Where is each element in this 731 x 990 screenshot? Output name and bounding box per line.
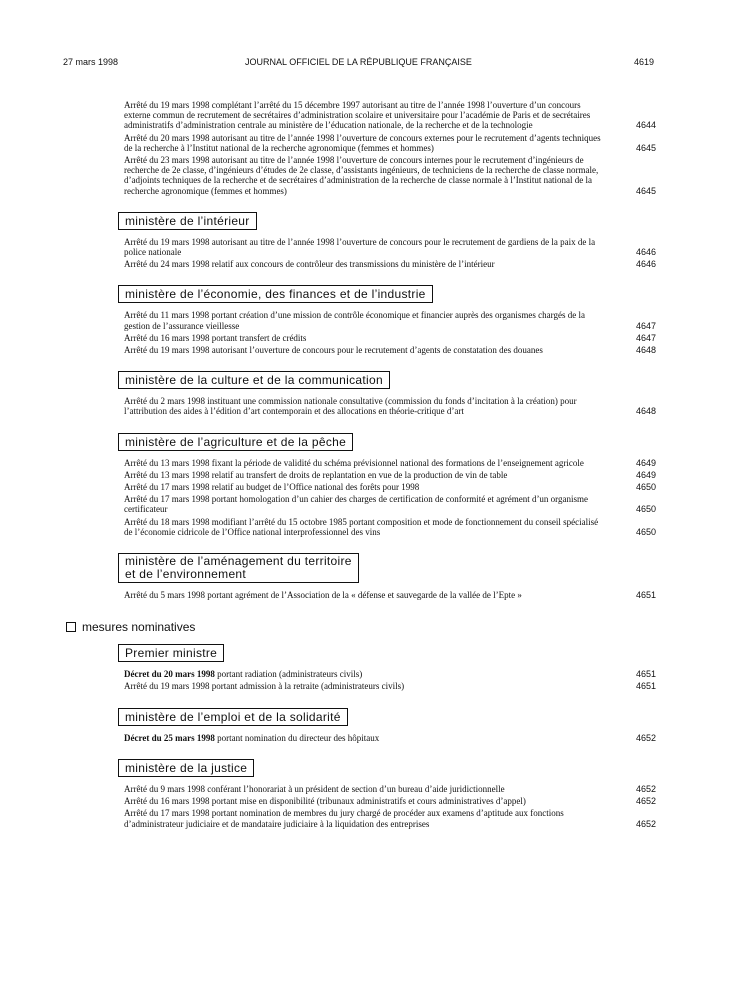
entry-text: Arrêté du 17 mars 1998 portant nomination de membres du jury chargé de procéder aux examens d’aptitude aux fonctions d’administrateur judiciaire et de mandataire judiciaire à la liquidation des entreprises bbox=[124, 808, 564, 829]
entry-page: 4650 bbox=[635, 482, 656, 493]
entry-text: Arrêté du 20 mars 1998 autorisant au titre de l’année 1998 l’ouverture de concours externes pour le recrutement d’agents techniques de la recherche à l’Institut national de la recherche agronomique (femmes et hommes) bbox=[124, 132, 601, 153]
entry-text: Arrêté du 16 mars 1998 portant transfert de crédits bbox=[124, 332, 307, 343]
entry-text: Arrêté du 18 mars 1998 modifiant l’arrêté du 15 octobre 1985 portant composition et mode de fonctionnement du conseil spécialisé de l’économie cidricole de l’Office national interprofessionnel des vins bbox=[124, 516, 599, 537]
toc-entry bbox=[66, 333, 656, 343]
table-of-contents bbox=[66, 100, 656, 831]
entry-page: 4652 bbox=[635, 818, 656, 829]
section-title-justice: ministère de la justice bbox=[118, 759, 254, 777]
toc-entry bbox=[66, 796, 656, 806]
entry-page: 4644 bbox=[635, 120, 656, 131]
entry-page: 4648 bbox=[635, 345, 656, 356]
square-bullet-icon bbox=[66, 622, 76, 632]
toc-entry bbox=[66, 669, 656, 679]
toc-entry bbox=[66, 590, 656, 600]
entry-page: 4645 bbox=[635, 185, 656, 196]
entry-text: Arrêté du 17 mars 1998 relatif au budget de l’Office national des forêts pour 1998 bbox=[124, 482, 420, 493]
toc-entry bbox=[66, 133, 656, 153]
entry-text: Arrêté du 13 mars 1998 fixant la période de validité du schéma prévisionnel national des formations de l’enseignement agricole bbox=[124, 457, 584, 468]
section-title-line: ministère de l’aménagement du territoire bbox=[125, 554, 352, 569]
entry-page: 4646 bbox=[635, 259, 656, 270]
entry-page: 4650 bbox=[635, 504, 656, 515]
entry-text: Arrêté du 2 mars 1998 instituant une commission nationale consultative (commission du fonds d’incitation à la création) pour l’attribution des aides à l’édition d’art contemporain et des allocations en théorie-critique d’art bbox=[124, 396, 577, 417]
page-header bbox=[63, 57, 654, 71]
entry-page: 4648 bbox=[635, 406, 656, 417]
entry-page: 4652 bbox=[635, 796, 656, 807]
entry-text: Arrêté du 11 mars 1998 portant création d’une mission de contrôle économique et financier auprès des organismes chargés de la gestion de l’assurance vieillesse bbox=[124, 310, 585, 331]
entry-rest: portant nomination du directeur des hôpitaux bbox=[214, 732, 380, 743]
toc-entry bbox=[66, 470, 656, 480]
toc-entry bbox=[66, 345, 656, 355]
entry-text: Arrêté du 19 mars 1998 autorisant au titre de l’année 1998 l’ouverture de concours pour le recrutement de gardiens de la paix de la police nationale bbox=[124, 236, 596, 258]
entry-text: Arrêté du 19 mars 1998 complétant l’arrêté du 15 décembre 1997 autorisant au titre de l’année 1998 l’ouverture d’un concours externe commun de recrutement de secrétaires d’administration scolaire et universitaire pour l’académie de Paris et de secrétaires administratifs d’administration centrale au ministère de l’éducation nationale, de la recherche et de la technologie bbox=[124, 100, 591, 131]
section-title-premier-ministre: Premier ministre bbox=[118, 644, 224, 662]
entry-text: Arrêté du 13 mars 1998 relatif au transfert de droits de replantation en vue de la production de vin de table bbox=[124, 469, 508, 480]
header-page-number: 4619 bbox=[633, 57, 654, 67]
entry-page: 4647 bbox=[635, 320, 656, 331]
toc-entry bbox=[66, 458, 656, 468]
entry-page: 4652 bbox=[635, 783, 656, 794]
toc-entry bbox=[66, 396, 656, 416]
toc-entry bbox=[66, 482, 656, 492]
toc-entry bbox=[66, 733, 656, 743]
entry-text: Arrêté du 9 mars 1998 conférant l’honorariat à un président de section d’un bureau d’aide juridictionnelle bbox=[124, 783, 505, 794]
entry-bold-lead: Décret du 20 mars 1998 bbox=[124, 669, 215, 680]
entry-page: 4649 bbox=[635, 469, 656, 480]
toc-entry bbox=[66, 100, 656, 131]
section-title-culture: ministère de la culture et de la communication bbox=[118, 371, 390, 389]
section-title-amenagement bbox=[118, 553, 359, 583]
entry-text: Arrêté du 19 mars 1998 autorisant l’ouverture de concours pour le recrutement d’agents de constatation des douanes bbox=[124, 345, 543, 356]
entry-text: Arrêté du 17 mars 1998 portant homologation d’un cahier des charges de certification de conformité et agrément d’un organisme certificateur bbox=[124, 494, 589, 515]
toc-entry bbox=[66, 784, 656, 794]
toc-entry bbox=[66, 681, 656, 691]
section-title-line: et de l’environnement bbox=[125, 567, 247, 582]
entry-bold-lead: Décret du 25 mars 1998 bbox=[124, 732, 215, 743]
entry-page: 4646 bbox=[635, 247, 656, 258]
toc-entry bbox=[66, 155, 656, 196]
entry-text: Arrêté du 23 mars 1998 autorisant au titre de l’année 1998 l’ouverture de concours internes pour le recrutement d’ingénieurs de recherche de 2e classe, d’ingénieurs d’études de 2e classe, d’assistants ingénieurs, de techniciens de la recherche de classe normale, d’adjoints techniques de la recherche et de secrétaires d’administration de la recherche de classe normale à l’Institut national de la recherche agronomique (femmes et hommes) bbox=[124, 155, 599, 196]
nominatives-heading-text: mesures nominatives bbox=[82, 620, 196, 635]
entry-page: 4647 bbox=[635, 332, 656, 343]
entry-text bbox=[118, 733, 602, 743]
entry-page: 4651 bbox=[635, 681, 656, 692]
entry-page: 4652 bbox=[635, 732, 656, 743]
toc-entry bbox=[66, 237, 656, 257]
toc-entry bbox=[66, 494, 656, 514]
entry-page: 4649 bbox=[635, 457, 656, 468]
entry-page: 4651 bbox=[635, 669, 656, 680]
entry-text: Arrêté du 19 mars 1998 portant admission à la retraite (administrateurs civils) bbox=[124, 681, 405, 692]
entry-text: Arrêté du 16 mars 1998 portant mise en disponibilité (tribunaux administratifs et cours administratives d’appel) bbox=[124, 796, 526, 807]
entry-page: 4645 bbox=[635, 142, 656, 153]
entry-text bbox=[118, 669, 602, 679]
entry-rest: portant radiation (administrateurs civils) bbox=[214, 669, 363, 680]
header-journal-title: JOURNAL OFFICIEL DE LA RÉPUBLIQUE FRANÇAISE bbox=[245, 57, 472, 67]
entry-page: 4651 bbox=[635, 590, 656, 601]
nominatives-heading bbox=[66, 620, 656, 634]
section-title-economie: ministère de l’économie, des finances et de l’industrie bbox=[118, 285, 433, 303]
toc-entry bbox=[66, 517, 656, 537]
section-title-agriculture: ministère de l’agriculture et de la pêche bbox=[118, 433, 353, 451]
entry-text: Arrêté du 5 mars 1998 portant agrément de l’Association de la « défense et sauvegarde de la vallée de l’Epte » bbox=[124, 590, 522, 601]
toc-entry bbox=[66, 259, 656, 269]
entry-page: 4650 bbox=[635, 526, 656, 537]
header-date: 27 mars 1998 bbox=[63, 57, 119, 67]
toc-entry bbox=[66, 310, 656, 330]
section-title-interieur: ministère de l’intérieur bbox=[118, 212, 257, 230]
section-title-emploi: ministère de l’emploi et de la solidarité bbox=[118, 708, 348, 726]
entry-text: Arrêté du 24 mars 1998 relatif aux concours de contrôleur des transmissions du ministère de l’intérieur bbox=[124, 259, 495, 270]
toc-entry bbox=[66, 808, 656, 828]
